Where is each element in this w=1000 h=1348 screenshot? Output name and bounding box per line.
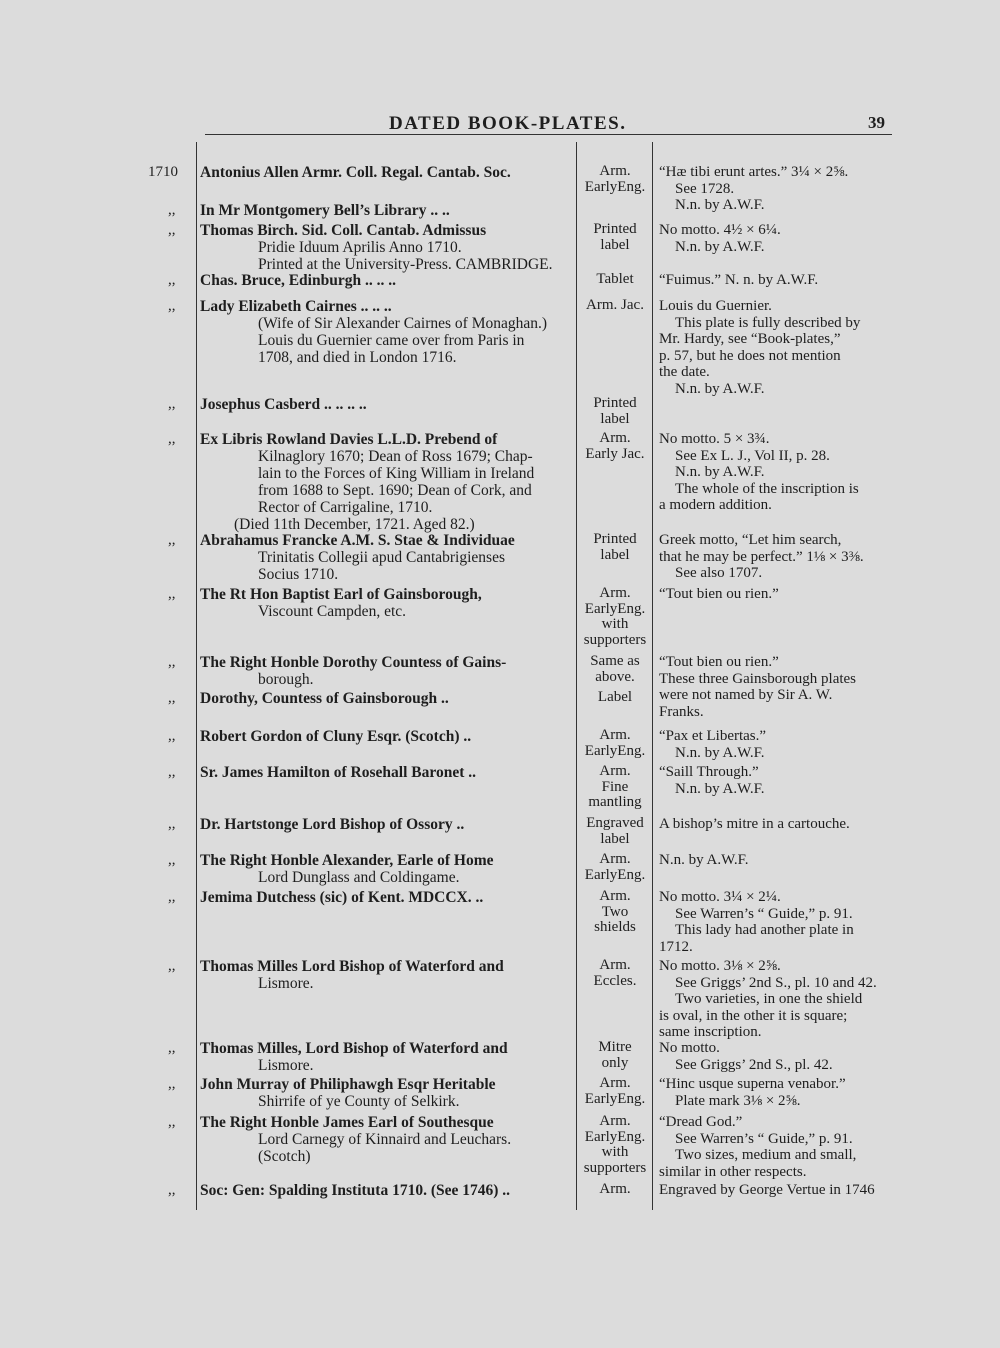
entry-notes <box>659 1182 899 1199</box>
entry-owner <box>200 272 564 289</box>
note-line: No motto. 5 × 3¾. <box>659 431 770 447</box>
note-line: A bishop’s mitre in a cartouche. <box>659 816 850 832</box>
note-line: Greek motto, “Let him search, <box>659 532 842 548</box>
note-line: the date. <box>659 364 710 380</box>
entry-owner <box>200 202 564 219</box>
entry-plate-style <box>578 586 652 648</box>
plate-style-line: label <box>600 830 630 847</box>
note-line: Two varieties, in one the shield <box>675 991 863 1007</box>
entry-owner-line: Trinitatis Collegii apud Cantabrigienses <box>258 549 505 566</box>
note-line: See Warren’s “ Guide,” p. 91. <box>675 1130 853 1147</box>
plate-style-line: Arm. <box>599 957 631 973</box>
entry-notes <box>659 1114 899 1180</box>
column-divider-3 <box>652 142 653 1210</box>
page-number: 39 <box>868 113 885 132</box>
note-line: No motto. 3¼ × 2¼. <box>659 889 781 905</box>
note-line: See also 1707. <box>675 565 763 581</box>
ditto-mark: ,, <box>168 852 176 868</box>
note-line: See 1728. <box>675 180 735 197</box>
entry-plate-style <box>578 654 652 685</box>
entry-owner-line: Lady Elizabeth Cairnes .. .. .. <box>200 298 392 315</box>
entry-plate-style <box>578 852 652 883</box>
entry-notes <box>659 586 899 603</box>
entry-notes <box>659 431 899 514</box>
plate-style-line: label <box>600 546 630 563</box>
entry-notes <box>659 764 899 797</box>
entry-owner <box>200 816 564 833</box>
entry-owner-line: (Died 11th December, 1721. Aged 82.) <box>234 516 475 533</box>
note-line: Engraved by George Vertue in 1746 <box>659 1182 875 1198</box>
entry-owner-line: Printed at the University-Press. CAMBRIDGE. <box>258 256 553 273</box>
entry-owner <box>200 222 564 273</box>
entry-plate-style <box>578 816 652 847</box>
entry-plate-style <box>578 272 652 288</box>
running-header-title: DATED BOOK-PLATES. <box>389 113 627 134</box>
plate-style-line: Arm. <box>599 763 631 779</box>
plate-style-line: label <box>600 410 630 427</box>
entry-owner <box>200 728 564 745</box>
plate-style-line: Engraved <box>586 815 644 831</box>
entry-owner-line: The Right Honble James Earl of Southesque <box>200 1114 494 1131</box>
plate-style-line: supporters <box>583 1159 647 1176</box>
note-line: These three Gainsborough plates <box>659 670 857 687</box>
entry-plate-style <box>578 222 652 253</box>
note-line: See Warren’s “ Guide,” p. 91. <box>675 905 853 922</box>
plate-style-line: label <box>600 236 630 253</box>
entry-notes <box>659 272 899 289</box>
entry-notes <box>659 1040 899 1073</box>
ditto-mark: ,, <box>168 1040 176 1056</box>
plate-style-line: Mitre <box>598 1039 632 1055</box>
entry-owner-line: lain to the Forces of King William in Ireland <box>258 465 535 482</box>
entry-owner-line: Sr. James Hamilton of Rosehall Baronet .. <box>200 764 476 781</box>
ditto-mark: ,, <box>168 690 176 706</box>
plate-style-line: Label <box>597 689 633 705</box>
entry-owner-line: Robert Gordon of Cluny Esqr. (Scotch) .. <box>200 728 472 745</box>
plate-style-line: supporters <box>583 631 647 648</box>
entry-owner-line: Thomas Milles, Lord Bishop of Waterford and <box>200 1040 508 1057</box>
ditto-mark: ,, <box>168 431 176 447</box>
note-line: No motto. 3⅛ × 2⅝. <box>659 958 781 974</box>
plate-style-line: Arm. <box>599 1113 631 1129</box>
note-line: Plate mark 3⅛ × 2⅝. <box>675 1092 801 1109</box>
ditto-mark: ,, <box>168 728 176 744</box>
ditto-mark: ,, <box>168 202 176 218</box>
plate-style-line: EarlyEng. <box>584 742 646 759</box>
entry-plate-style <box>578 764 652 811</box>
entry-plate-style <box>578 1182 652 1198</box>
entry-owner-line: In Mr Montgomery Bell’s Library .. .. <box>200 202 450 219</box>
note-line: that he may be perfect.” 1⅛ × 3⅜. <box>659 548 864 565</box>
plate-style-line: with <box>601 616 629 632</box>
entry-owner <box>200 396 564 413</box>
entry-owner-line: The Right Honble Dorothy Countess of Gains- <box>200 654 507 671</box>
note-line: “Hæ tibi erunt artes.” 3¼ × 2⅝. <box>659 164 849 180</box>
entry-notes <box>659 164 899 214</box>
entry-owner-line: Ex Libris Rowland Davies L.L.D. Prebend of <box>200 431 498 448</box>
entry-owner <box>200 1114 564 1165</box>
ditto-mark: ,, <box>168 586 176 602</box>
note-line: Mr. Hardy, see “Book-plates,” <box>659 331 841 347</box>
entry-owner <box>200 431 564 533</box>
entry-owner-line: Thomas Birch. Sid. Coll. Cantab. Admissus <box>200 222 487 239</box>
ditto-mark: ,, <box>168 1076 176 1092</box>
ditto-mark: ,, <box>168 396 176 412</box>
entry-owner-line: Kilnaglory 1670; Dean of Ross 1679; Chap- <box>258 448 533 465</box>
entry-owner-line: The Rt Hon Baptist Earl of Gainsborough, <box>200 586 482 603</box>
note-line: Franks. <box>659 703 704 720</box>
entry-plate-style <box>578 532 652 563</box>
entry-owner-line: Louis du Guernier came over from Paris in <box>258 332 525 349</box>
entry-notes <box>659 852 899 869</box>
ditto-mark: ,, <box>168 816 176 832</box>
column-divider-2 <box>576 142 577 1210</box>
entry-owner-line: Jemima Dutchess (sic) of Kent. MDCCX. .. <box>200 889 484 906</box>
entry-plate-style <box>578 1076 652 1107</box>
note-line: Two sizes, medium and small, <box>675 1147 857 1163</box>
ditto-mark: ,, <box>168 764 176 780</box>
entry-owner-line: (Scotch) <box>258 1148 311 1165</box>
note-line: similar in other respects. <box>659 1163 807 1180</box>
plate-style-line: Arm. <box>599 585 631 601</box>
plate-style-line: Fine <box>601 778 629 795</box>
note-line: See Ex L. J., Vol II, p. 28. <box>675 447 830 464</box>
entry-owner-line: Josephus Casberd .. .. .. .. <box>200 396 367 413</box>
note-line: same inscription. <box>659 1024 762 1040</box>
entry-owner-line: Lord Carnegy of Kinnaird and Leuchars. <box>258 1131 512 1148</box>
entry-owner-line: from 1688 to Sept. 1690; Dean of Cork, and <box>258 482 532 499</box>
note-line: 1712. <box>659 938 693 955</box>
plate-style-line: Arm. <box>599 430 631 446</box>
column-divider-1 <box>196 142 197 1210</box>
entry-owner-line: Antonius Allen Armr. Coll. Regal. Cantab. Soc. <box>200 164 511 181</box>
plate-style-line: with <box>601 1144 629 1160</box>
entry-plate-style <box>578 958 652 989</box>
entry-owner-line: Lismore. <box>258 1057 314 1074</box>
note-line: “Dread God.” <box>659 1114 743 1130</box>
plate-style-line: EarlyEng. <box>584 178 646 195</box>
entry-owner <box>200 654 564 688</box>
entry-plate-style <box>578 728 652 759</box>
entry-owner-line: Shirrife of ye County of Selkirk. <box>258 1093 460 1110</box>
entry-owner-line: The Right Honble Alexander, Earle of Home <box>200 852 494 869</box>
entry-notes <box>659 222 899 255</box>
entry-owner <box>200 958 564 992</box>
entry-owner-line: Chas. Bruce, Edinburgh .. .. .. <box>200 272 396 289</box>
note-line: The whole of the inscription is <box>675 480 859 497</box>
entry-owner-line: Pridie Iduum Aprilis Anno 1710. <box>258 239 462 256</box>
note-line: N.n. by A.W.F. <box>675 464 765 480</box>
plate-style-line: Same as <box>590 653 640 669</box>
entry-owner <box>200 298 564 366</box>
note-line: This lady had another plate in <box>675 922 854 938</box>
ditto-mark: ,, <box>168 1182 176 1198</box>
note-line: “Hinc usque superna venabor.” <box>659 1076 846 1092</box>
plate-style-line: shields <box>594 919 636 935</box>
ditto-mark: ,, <box>168 222 176 238</box>
plate-style-line: Printed <box>593 531 637 547</box>
entry-owner <box>200 164 564 181</box>
entry-notes <box>659 889 899 955</box>
note-line: N.n. by A.W.F. <box>675 197 765 213</box>
plate-style-line: Arm. Jac. <box>586 297 644 313</box>
entry-owner-line: borough. <box>258 671 314 688</box>
note-line: No motto. <box>659 1040 720 1056</box>
note-line: See Griggs’ 2nd S., pl. 42. <box>675 1056 833 1073</box>
note-line: This plate is fully described by <box>675 314 861 331</box>
ditto-mark: ,, <box>168 298 176 314</box>
plate-style-line: Arm. <box>599 1075 631 1091</box>
entry-owner <box>200 532 564 583</box>
entry-notes <box>659 298 899 397</box>
entry-owner <box>200 1182 564 1199</box>
entry-owner-line: 1708, and died in London 1716. <box>258 349 457 366</box>
note-line: Louis du Guernier. <box>659 298 772 314</box>
note-line: a modern addition. <box>659 497 772 513</box>
ditto-mark: ,, <box>168 889 176 905</box>
entry-plate-style <box>578 690 652 706</box>
entry-owner-line: Soc: Gen: Spalding Instituta 1710. (See 1746) .. <box>200 1182 511 1199</box>
header-rule <box>205 134 892 135</box>
ditto-mark: ,, <box>168 654 176 670</box>
plate-style-line: Tablet <box>596 271 634 287</box>
entry-plate-style <box>578 1040 652 1071</box>
ditto-mark: ,, <box>168 1114 176 1130</box>
entry-plate-style <box>578 298 652 314</box>
note-line: is oval, in the other it is square; <box>659 1007 848 1024</box>
plate-style-line: Printed <box>593 221 637 237</box>
plate-style-line: EarlyEng. <box>584 1128 646 1145</box>
entry-owner-line: Rector of Carrigaline, 1710. <box>258 499 433 516</box>
plate-style-line: EarlyEng. <box>584 1090 646 1107</box>
plate-style-line: Arm. <box>599 851 631 867</box>
note-line: were not named by Sir A. W. <box>659 687 833 703</box>
plate-style-line: Arm. <box>599 1181 631 1197</box>
entry-plate-style <box>578 1114 652 1176</box>
entry-owner <box>200 586 564 620</box>
note-line: p. 57, but he does not mention <box>659 347 841 364</box>
note-line: N.n. by A.W.F. <box>675 380 765 397</box>
entry-owner <box>200 1040 564 1074</box>
note-line: See Griggs’ 2nd S., pl. 10 and 42. <box>675 974 877 991</box>
entry-owner-line: (Wife of Sir Alexander Cairnes of Monaghan.) <box>258 315 548 332</box>
plate-style-line: Arm. <box>599 727 631 743</box>
plate-style-line: EarlyEng. <box>584 600 646 617</box>
entry-owner <box>200 690 564 707</box>
note-line: “Fuimus.” N. n. by A.W.F. <box>659 272 819 288</box>
entry-owner-line: Lismore. <box>258 975 314 992</box>
note-line: No motto. 4½ × 6¼. <box>659 222 781 238</box>
entry-owner <box>200 852 564 886</box>
entry-owner-line: Dr. Hartstonge Lord Bishop of Ossory .. <box>200 816 465 833</box>
entry-notes <box>659 816 899 833</box>
note-line: “Saill Through.” <box>659 764 759 780</box>
plate-style-line: above. <box>595 668 635 685</box>
entry-owner-line: Socius 1710. <box>258 566 339 583</box>
plate-style-line: Arm. <box>599 888 631 904</box>
entry-notes <box>659 654 899 720</box>
entry-owner <box>200 889 564 906</box>
entry-owner-line: Lord Dunglass and Coldingame. <box>258 869 460 886</box>
entry-owner-line: John Murray of Philiphawgh Esqr Heritable <box>200 1076 496 1093</box>
entry-notes <box>659 1076 899 1109</box>
note-line: “Tout bien ou rien.” <box>659 654 779 670</box>
entry-notes <box>659 532 899 582</box>
entry-owner-line: Dorothy, Countess of Gainsborough .. <box>200 690 449 707</box>
plate-style-line: only <box>601 1054 629 1071</box>
ditto-mark: ,, <box>168 532 176 548</box>
plate-style-line: mantling <box>588 794 642 810</box>
plate-style-line: Early Jac. <box>585 445 645 462</box>
entry-owner <box>200 1076 564 1110</box>
plate-style-line: EarlyEng. <box>584 866 646 883</box>
note-line: N.n. by A.W.F. <box>675 238 765 255</box>
note-line: N.n. by A.W.F. <box>675 744 765 761</box>
plate-style-line: Eccles. <box>593 972 637 989</box>
entry-plate-style <box>578 164 652 195</box>
entry-owner-line: Abrahamus Francke A.M. S. Stae & Individuae <box>200 532 515 549</box>
entry-notes <box>659 728 899 761</box>
entry-plate-style <box>578 396 652 427</box>
note-line: “Tout bien ou rien.” <box>659 586 779 602</box>
entry-plate-style <box>578 431 652 462</box>
entry-owner <box>200 764 564 781</box>
entry-owner-line: Thomas Milles Lord Bishop of Waterford and <box>200 958 504 975</box>
plate-style-line: Two <box>601 903 629 920</box>
note-line: N.n. by A.W.F. <box>659 852 749 868</box>
note-line: “Pax et Libertas.” <box>659 728 767 744</box>
ditto-mark: ,, <box>168 272 176 288</box>
plate-style-line: Arm. <box>599 163 631 179</box>
entry-year: 1710 <box>148 164 178 180</box>
entry-notes <box>659 958 899 1041</box>
entry-plate-style <box>578 889 652 936</box>
plate-style-line: Printed <box>593 395 637 411</box>
ditto-mark: ,, <box>168 958 176 974</box>
note-line: N.n. by A.W.F. <box>675 780 765 797</box>
entry-owner-line: Viscount Campden, etc. <box>258 603 407 620</box>
